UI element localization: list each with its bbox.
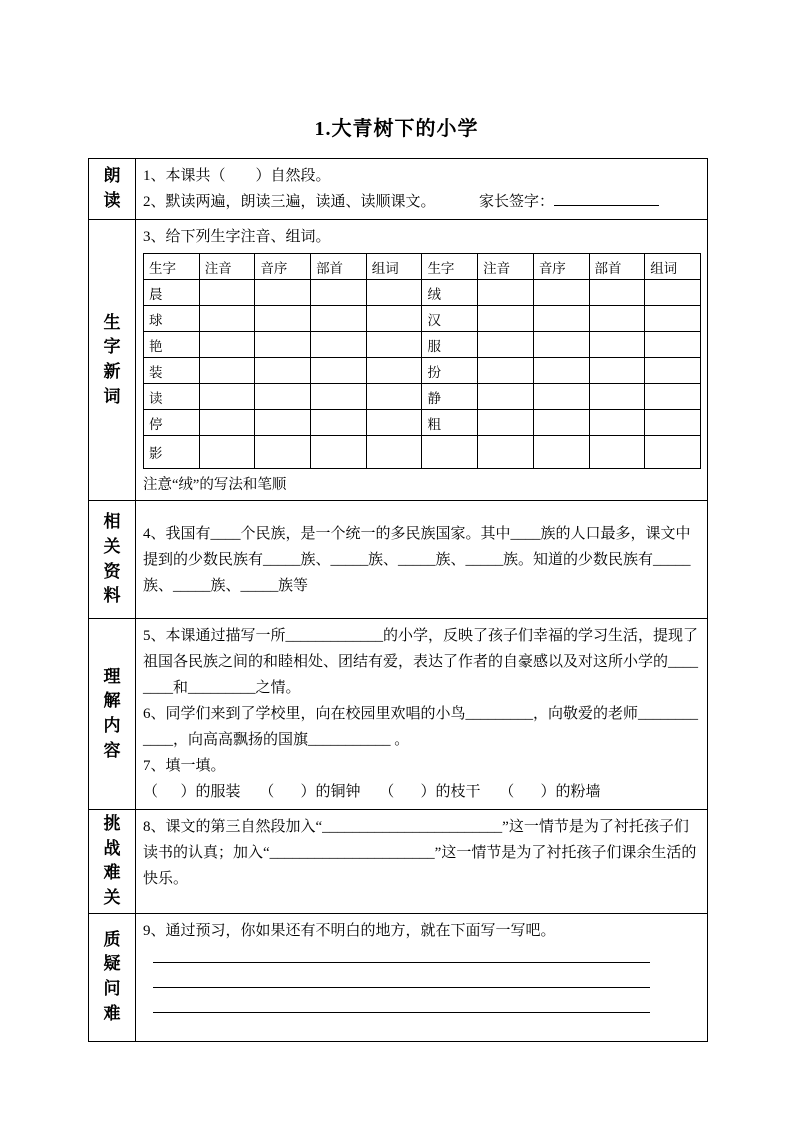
section-content-lijie <box>136 619 708 810</box>
char-table-empty-cell <box>366 358 422 384</box>
char-table-empty-cell <box>255 410 311 436</box>
char-cell: 装 <box>144 358 200 384</box>
char-table-empty-cell <box>255 358 311 384</box>
section-langdu <box>89 159 708 220</box>
char-table-empty-cell <box>478 384 534 410</box>
char-table-empty-cell <box>366 384 422 410</box>
section-content-ziliao <box>136 501 708 619</box>
char-table-empty-cell <box>366 410 422 436</box>
char-cell: 汉 <box>422 306 478 332</box>
char-table-empty-cell <box>366 306 422 332</box>
item-1-text: 1、本课共（ ）自然段。 <box>143 168 331 184</box>
item-2-row <box>143 189 699 215</box>
signature-group <box>479 189 659 215</box>
char-table-empty-cell <box>478 280 534 306</box>
section-label-cell-tiaozhan <box>89 810 136 914</box>
character-table <box>143 253 701 469</box>
char-table-empty-cell <box>478 306 534 332</box>
answer-line <box>153 987 650 988</box>
section-label-tiaozhan: 挑战难关 <box>103 814 121 907</box>
item-7-fill-blanks: （ ）的服装 （ ）的铜钟 （ ）的枝干 （ ）的粉墙 <box>143 784 601 800</box>
char-table-header: 组词 <box>366 254 422 280</box>
char-table-row <box>144 384 701 410</box>
char-cell: 静 <box>422 384 478 410</box>
char-table-empty-cell <box>311 410 367 436</box>
item-7-text: 7、填一填。 <box>143 758 226 774</box>
item-3-text: 3、给下列生字注音、组词。 <box>143 229 331 245</box>
char-cell: 读 <box>144 384 200 410</box>
section-content-tiaozhan <box>136 810 708 914</box>
char-table-empty-cell <box>645 358 701 384</box>
signature-blank-line <box>554 190 659 206</box>
section-label-cell-lijie <box>89 619 136 810</box>
char-cell: 艳 <box>144 332 200 358</box>
char-table-row <box>144 332 701 358</box>
char-table-row <box>144 410 701 436</box>
section-label-lijie: 理解内容 <box>103 666 121 760</box>
char-table-empty-cell <box>533 410 589 436</box>
char-table-empty-cell <box>589 358 645 384</box>
char-cell: 球 <box>144 306 200 332</box>
char-table-header-row <box>144 254 701 280</box>
char-table-empty-cell <box>366 280 422 306</box>
char-table-header: 注音 <box>199 254 255 280</box>
char-table-empty-cell <box>645 410 701 436</box>
char-table-empty-cell <box>533 306 589 332</box>
char-table-empty-cell <box>366 332 422 358</box>
char-table-empty-cell <box>478 410 534 436</box>
char-cell: 停 <box>144 410 200 436</box>
char-cell: 影 <box>144 436 200 469</box>
char-table-empty-cell <box>533 436 589 469</box>
char-cell: 晨 <box>144 280 200 306</box>
char-table-empty-cell <box>533 384 589 410</box>
section-label-cell-zhiyi <box>89 913 136 1041</box>
char-table-header: 注音 <box>478 254 534 280</box>
char-table-header: 音序 <box>533 254 589 280</box>
page-title: 1.大青树下的小学 <box>314 118 479 140</box>
item-6-text: 6、同学们来到了学校里，向在校园里欢唱的小鸟_________，向敬爱的老师____________，向高高飘扬的国旗___________ 。 <box>143 706 699 748</box>
section-label-ziliao: 相关资料 <box>103 512 121 606</box>
answer-line <box>153 962 650 963</box>
char-table-empty-cell <box>589 384 645 410</box>
section-ziliao <box>89 501 708 619</box>
char-table-empty-cell <box>255 384 311 410</box>
char-table-empty-cell <box>255 332 311 358</box>
char-table-empty-cell <box>311 358 367 384</box>
char-cell: 扮 <box>422 358 478 384</box>
char-table-empty-cell <box>589 306 645 332</box>
char-table-empty-cell <box>199 358 255 384</box>
section-label-cell-shengzi <box>89 220 136 501</box>
char-table-empty-cell <box>199 410 255 436</box>
free-answer-area <box>153 962 699 1013</box>
section-label-zhiyi: 质疑问难 <box>103 929 121 1023</box>
char-table-row <box>144 306 701 332</box>
char-table-header: 生字 <box>422 254 478 280</box>
item-5-text: 5、本课通过描写一所_____________的小学，反映了孩子们幸福的学习生活，提现了祖国各民族之间的和睦相处、团结有爱，表达了作者的自豪感以及对这所小学的________和_________之情。 <box>143 628 699 696</box>
char-table-empty-cell <box>645 384 701 410</box>
char-cell: 绒 <box>422 280 478 306</box>
worksheet-table <box>88 158 708 1042</box>
item-4-text: 4、我国有____个民族，是一个统一的多民族国家。其中____族的人口最多，课文中提到的少数民族有_____族、_____族、_____族、_____族。知道的少数民族有_____族、_____族、_____族等 <box>143 526 691 594</box>
char-table-empty-cell <box>645 436 701 469</box>
char-table-empty-cell <box>255 436 311 469</box>
char-table-empty-cell <box>478 358 534 384</box>
section-content-shengzi <box>136 220 708 501</box>
section-lijie <box>89 619 708 810</box>
char-table-empty-cell <box>533 332 589 358</box>
item-9-text: 9、通过预习，你如果还有不明白的地方，就在下面写一写吧。 <box>143 922 556 939</box>
char-table-header: 部首 <box>311 254 367 280</box>
char-table-header: 音序 <box>255 254 311 280</box>
char-table-empty-cell <box>645 280 701 306</box>
char-table-empty-cell <box>199 384 255 410</box>
char-table-row <box>144 358 701 384</box>
char-table-empty-cell <box>533 358 589 384</box>
char-table-empty-cell <box>199 436 255 469</box>
char-table-empty-cell <box>199 332 255 358</box>
char-table-header: 部首 <box>589 254 645 280</box>
char-table-row <box>144 436 701 469</box>
char-table-empty-cell <box>311 436 367 469</box>
char-table-empty-cell <box>645 306 701 332</box>
section-content-langdu <box>136 159 708 220</box>
char-table-empty-cell <box>589 280 645 306</box>
char-table-empty-cell <box>255 306 311 332</box>
char-table-empty-cell <box>311 306 367 332</box>
char-table-empty-cell <box>589 410 645 436</box>
char-cell <box>422 436 478 469</box>
char-table-empty-cell <box>311 384 367 410</box>
char-table-empty-cell <box>645 332 701 358</box>
answer-line <box>153 1012 650 1013</box>
char-table-header: 组词 <box>645 254 701 280</box>
char-table-empty-cell <box>533 280 589 306</box>
char-table-header: 生字 <box>144 254 200 280</box>
section-shengzi <box>89 220 708 501</box>
char-table-empty-cell <box>478 332 534 358</box>
section-zhiyi <box>89 913 708 1041</box>
section-label-cell-ziliao <box>89 501 136 619</box>
char-table-empty-cell <box>311 332 367 358</box>
char-table-empty-cell <box>478 436 534 469</box>
section-label-cell-langdu <box>89 159 136 220</box>
section-content-zhiyi <box>136 913 708 1041</box>
char-table-empty-cell <box>199 280 255 306</box>
item-8-text: 8、课文的第三自然段加入“________________________”这一情节是为了衬托孩子们读书的认真；加入“______________________”这一情节是为了衬托孩子们课余生活的快乐。 <box>143 819 697 887</box>
item-2-text: 2、默读两遍，朗读三遍，读通、读顺课文。 <box>143 194 436 210</box>
char-cell: 服 <box>422 332 478 358</box>
char-table-empty-cell <box>589 436 645 469</box>
stroke-note: 注意“绒”的写法和笔顺 <box>143 477 287 493</box>
char-table-empty-cell <box>255 280 311 306</box>
char-table-empty-cell <box>199 306 255 332</box>
section-tiaozhan <box>89 810 708 914</box>
char-cell: 粗 <box>422 410 478 436</box>
char-table-empty-cell <box>311 280 367 306</box>
char-table-empty-cell <box>366 436 422 469</box>
signature-label: 家长签字： <box>478 194 554 210</box>
char-table-row <box>144 280 701 306</box>
char-table-empty-cell <box>589 332 645 358</box>
section-label-shengzi: 生字新词 <box>103 312 121 406</box>
section-label-langdu: 朗读 <box>103 166 121 210</box>
